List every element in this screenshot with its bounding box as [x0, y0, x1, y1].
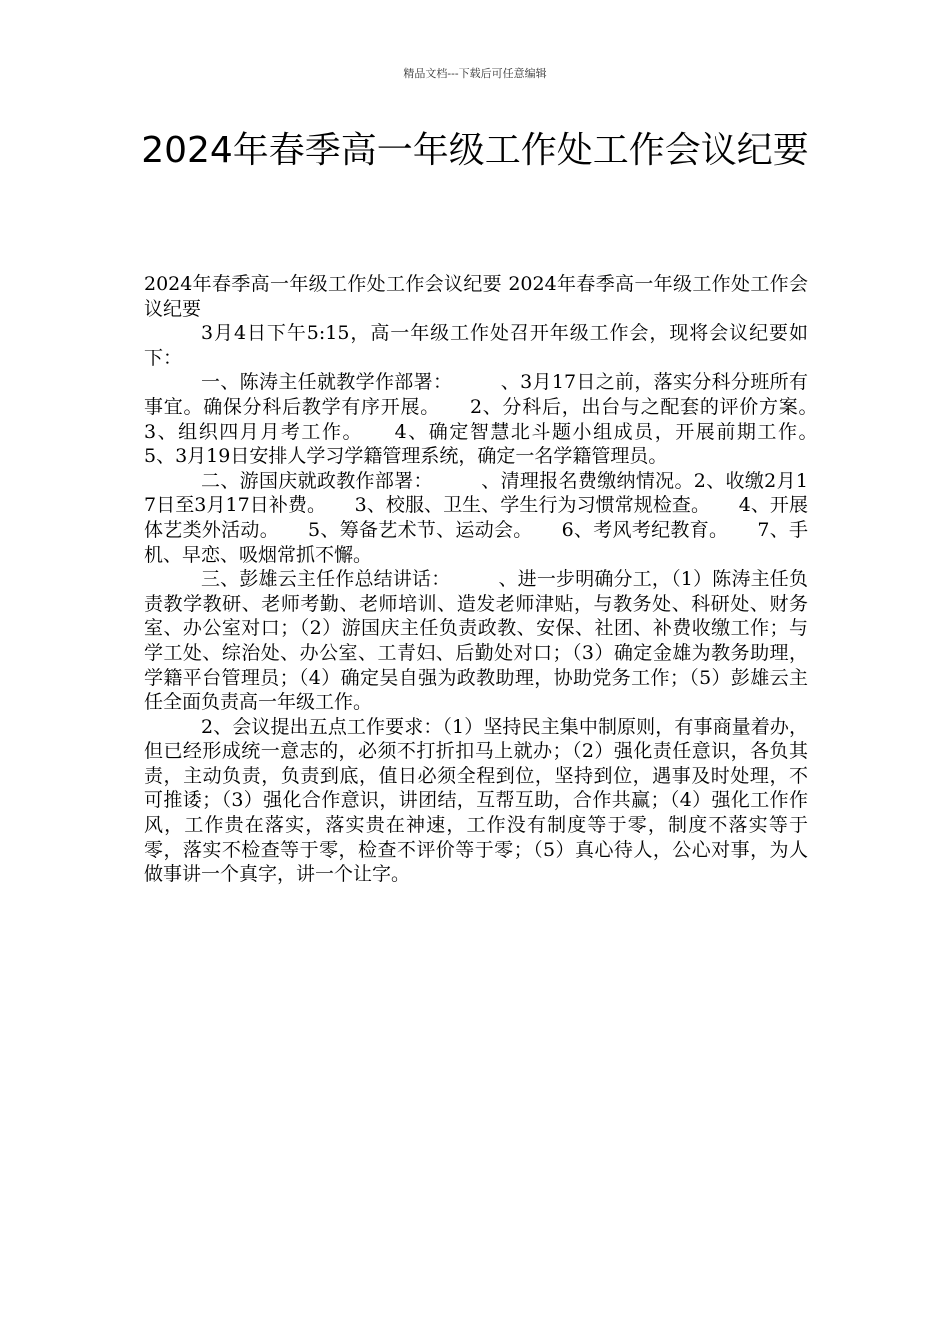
paragraph-requirements: 2、会议提出五点工作要求：（1）坚持民主集中制原则，有事商量着办，但已经形成统一意志的，必须不打折扣马上就办；（2）强化责任意识，各负其责，主动负责，负责到底，值日必须全程到位，坚持到位，遇事及时处理，不可推诿；（3）强化合作意识，讲团结，互帮互助，合作共赢；（4）强化工作作风，工作贵在落实，落实贵在神速，工作没有制度等于零，制度不落实等于零，落实不检查等于零，检查不评价等于零；（5）真心待人，公心对事，为人做事讲一个真字，讲一个让字。	[144, 715, 808, 886]
paragraph-section-one: 一、陈涛主任就教学作部署： 、3月17日之前，落实分科分班所有事宜。确保分科后教学有序开展。 2、分科后，出台与之配套的评价方案。 3、组织四月月考工作。 4、确定智慧北斗题小组成员，开展前期工作。 5、3月19日安排人学习学籍管理系统，确定一名学籍管理员。	[144, 371, 847, 468]
paragraph-meeting-info: 3月4日下午5:15，高一年级工作处召开年级工作会，现将会议纪要如下：	[144, 322, 808, 369]
document-title: 2024年春季高一年级工作处工作会议纪要	[141, 130, 809, 171]
document-body	[144, 272, 847, 887]
paragraph-section-two: 二、游国庆就政教作部署： 、清理报名费缴纳情况。2、收缴2月17日至3月17日补费。 3、校服、卫生、学生行为习惯常规检查。 4、开展体艺类外活动。 5、筹备艺术节、运动会。 6、考风考纪教育。 7、手机、早恋、吸烟常抓不懈。	[144, 469, 808, 566]
paragraph-section-three: 三、彭雄云主任作总结讲话： 、进一步明确分工，（1）陈涛主任负责教学教研、老师考勤、老师培训、造发老师津贴，与教务处、科研处、财务室、办公室对口；（2）游国庆主任负责政教、安保、社团、补费收缴工作；与学工处、综治处、办公室、工青妇、后勤处对口；（3）确定金雄为教务助理，学籍平台管理员；（4）确定吴自强为政教助理，协助党务工作；（5）彭雄云主任全面负责高一年级工作。	[144, 568, 808, 714]
paragraph-intro: 2024年春季高一年级工作处工作会议纪要 2024年春季高一年级工作处工作会议纪要	[144, 273, 808, 320]
header-note: 精品文档---下载后可任意编辑	[403, 67, 547, 80]
